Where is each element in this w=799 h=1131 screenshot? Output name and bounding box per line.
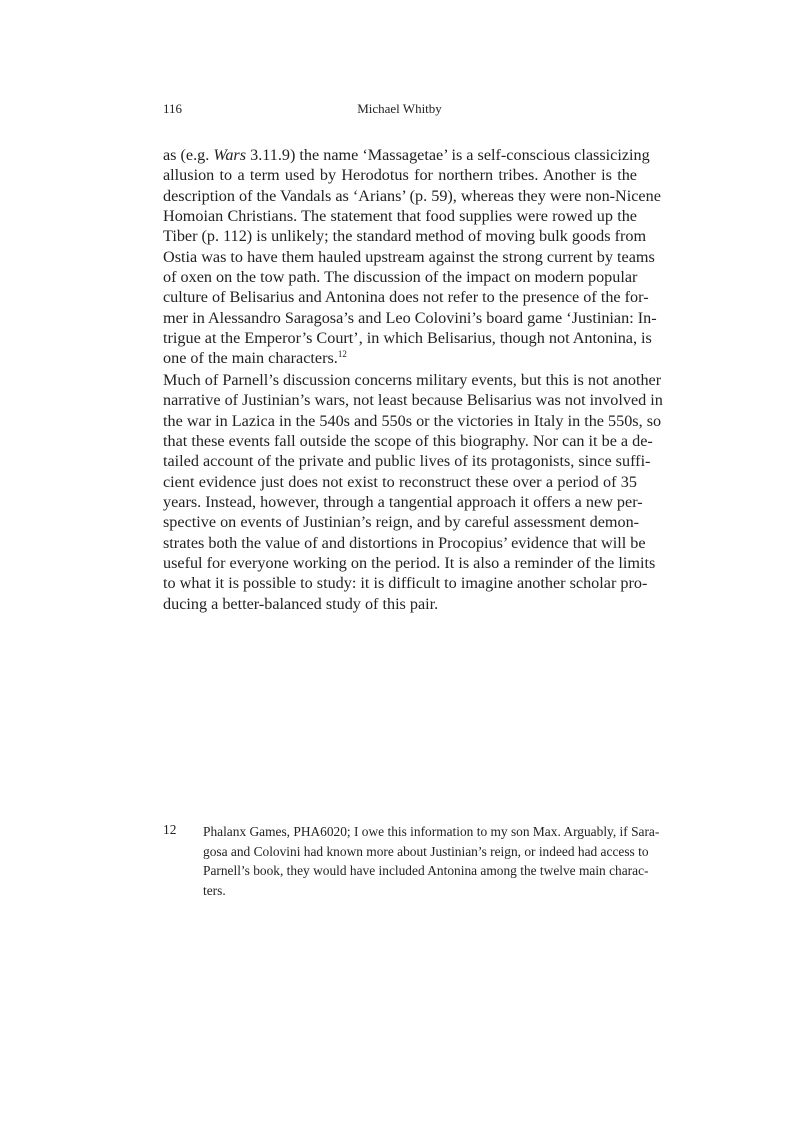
- text-segment: as (e.g.: [163, 146, 214, 164]
- page-number: 116: [163, 101, 183, 116]
- text-line: [163, 348, 637, 368]
- text-line: trigue at the Emperor’s Court’, in which Belisarius, though not Antonina, is: [163, 329, 652, 348]
- work-title: Wars: [213, 146, 247, 164]
- text-line: years. Instead, however, through a tangential approach it offers a new per-: [163, 493, 643, 512]
- text-line: [163, 145, 650, 165]
- text-line: description of the Vandals as ‘Arians’ (p. 59), whereas they were non-Nicene: [163, 186, 661, 205]
- text-line: gosa and Colovini had known more about Justinian’s reign, or indeed had access to: [203, 843, 649, 859]
- text-line: Tiber (p. 112) is unlikely; the standard method of moving bulk goods from: [163, 227, 647, 246]
- text-line: Homoian Christians. The statement that food supplies were rowed up the: [163, 207, 637, 226]
- text-segment: 3.11.9) the name ‘Massagetae’ is a self-conscious classicizing: [246, 146, 650, 164]
- footnote-text: [203, 822, 660, 900]
- text-line: strates both the value of and distortions in Procopius’ evidence that will be: [163, 533, 646, 552]
- footnote-reference[interactable]: 12: [337, 349, 347, 360]
- text-line: spective on events of Justinian’s reign, and by careful assessment demon-: [163, 513, 640, 532]
- paragraph-2: [163, 370, 663, 614]
- paragraph-1: [163, 145, 661, 369]
- text-segment: one of the main characters.: [163, 349, 338, 368]
- text-line: Parnell’s book, they would have included Antonina among the twelve main charac-: [203, 863, 649, 879]
- text-line: to what it is possible to study: it is difficult to imagine another scholar pro-: [163, 574, 648, 593]
- text-line: Ostia was to have them hauled upstream against the strong current by teams: [163, 247, 655, 266]
- text-line: ters.: [203, 882, 226, 898]
- text-line: the war in Lazica in the 540s and 550s or the victories in Italy in the 550s, so: [163, 411, 662, 430]
- text-line: tailed account of the private and public lives of its protagonists, since suffi-: [163, 452, 651, 471]
- text-line: useful for everyone working on the period. It is also a reminder of the limits: [163, 554, 656, 573]
- text-line: of oxen on the tow path. The discussion of the impact on modern popular: [163, 268, 638, 287]
- footnote-number: 12: [163, 822, 177, 837]
- running-header-author: Michael Whitby: [357, 101, 442, 116]
- text-line: narrative of Justinian’s wars, not least because Belisarius was not involved in: [163, 391, 663, 410]
- text-line: Much of Parnell’s discussion concerns military events, but this is not another: [163, 371, 662, 389]
- text-line: culture of Belisarius and Antonina does not refer to the presence of the for-: [163, 288, 649, 307]
- text-line: Phalanx Games, PHA6020; I owe this information to my son Max. Arguably, if Sara-: [203, 824, 660, 839]
- text-line: cient evidence just does not exist to reconstruct these over a period of 35: [163, 472, 637, 491]
- text-line: ducing a better-balanced study of this pair.: [163, 594, 439, 613]
- text-line: allusion to a term used by Herodotus for northern tribes. Another is the: [163, 166, 637, 185]
- text-line: mer in Alessandro Saragosa’s and Leo Colovini’s board game ‘Justinian: In-: [163, 308, 657, 327]
- text-line: that these events fall outside the scope of this biography. Nor can it be a de-: [163, 432, 653, 451]
